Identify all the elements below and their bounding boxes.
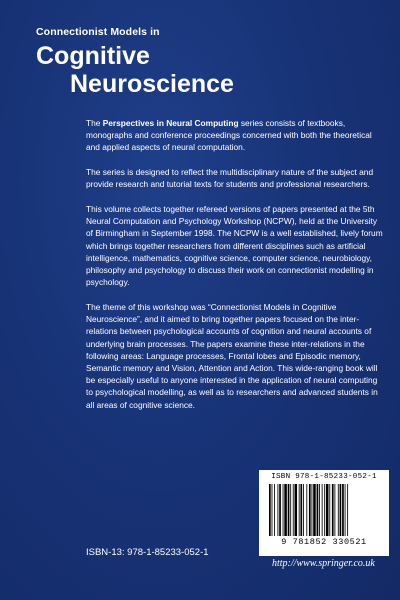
barcode-bars-icon	[267, 484, 381, 536]
paragraph-purpose: The series is designed to reflect the multidisciplinary nature of the subject and provide research and tutorial texts for students and professional researchers.	[86, 167, 374, 190]
book-title-line1: Cognitive	[36, 42, 150, 70]
p1-suffix: series consists of textbooks, monographs and conference proceedings concerned with both the theoretical and applied aspects of neural computation.	[86, 118, 372, 153]
header	[36, 26, 234, 98]
paragraph-volume: This volume collects together refereed versions of papers presented at the 5th Neural Computation and Psychology Workshop (NCPW), held at the University of Birmingham in September 1998. The NCPW is a well established, lively forum which brings together researchers from different disciplines such as artificial intelligence, mathematics, cognitive science, computer science, neurobiology, philosophy and psychology to discuss their work on connectionist modelling in psychology.	[86, 204, 383, 288]
p1-prefix: The	[86, 118, 103, 128]
paragraph-series	[86, 117, 386, 154]
series-name: Perspectives in Neural Computing	[102, 118, 239, 128]
barcode	[259, 470, 389, 556]
blurb	[86, 117, 386, 423]
paragraph-theme: The theme of this workshop was “Connectionist Models in Cognitive Neuroscience”, and it aimed to bring together papers focused on the inter-relations between psychological accounts of cognition and neural accounts of underlying brain processes. The papers examine these inter-relations in the following areas: Language processes, Frontal lobes and Episodic memory, Semantic memory and Vision, Attention and Action. This wide-ranging book will be especially useful to anyone interested in the application of neural computing to psychological modelling, as well as to researchers and advanced students in all areas of cognitive science.	[86, 301, 378, 410]
book-title-line2: Neuroscience	[70, 70, 234, 98]
isbn-label: ISBN-13: 978-1-85233-052-1	[86, 547, 209, 558]
barcode-isbn-text: ISBN 978-1-85233-052-1	[271, 473, 377, 481]
series-kicker: Connectionist Models in	[36, 26, 160, 38]
publisher-url: http://www.springer.co.uk	[272, 558, 375, 569]
barcode-number: 9 781852 330521	[281, 537, 367, 547]
